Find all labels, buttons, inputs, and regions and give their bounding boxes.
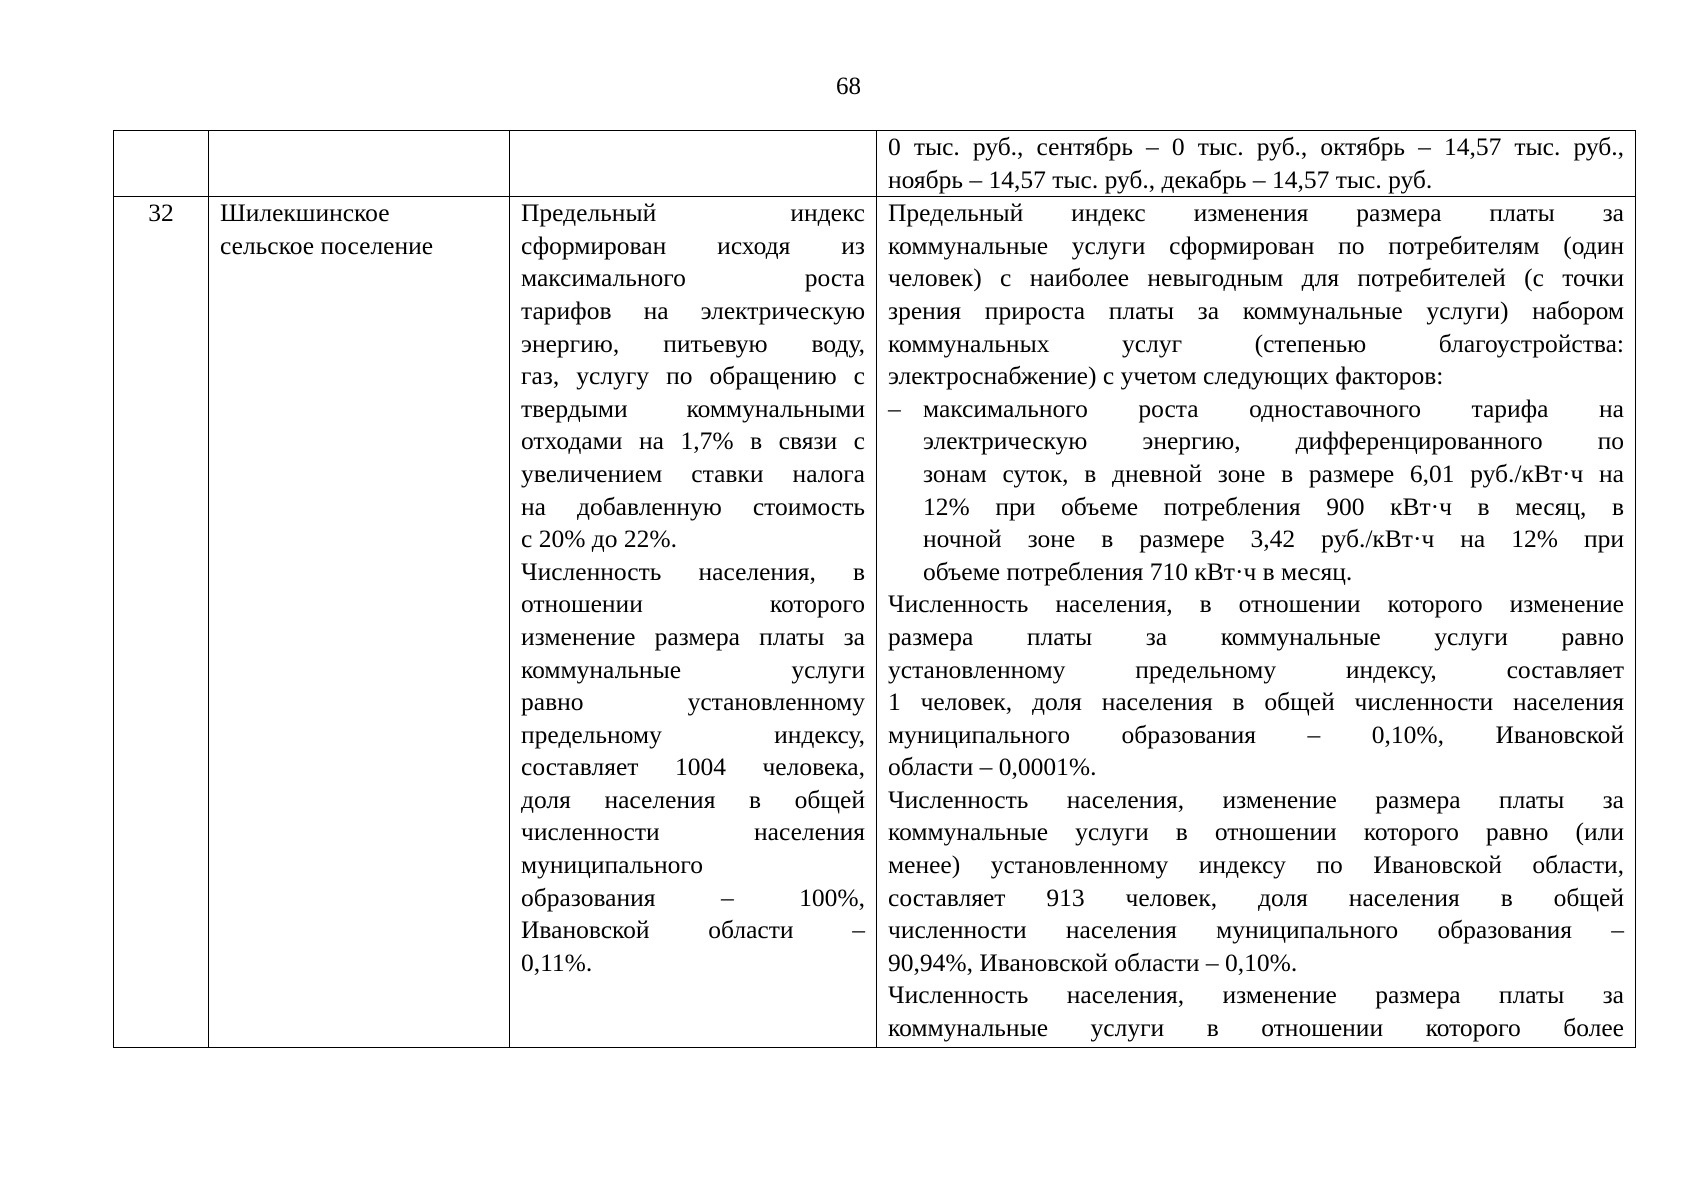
text-line: с 20% до 22%. <box>521 524 678 554</box>
bullet-dash: – <box>888 393 901 423</box>
text-line: 1 человек, доля населения в общей численности населения <box>888 687 1624 717</box>
text-line: Численность населения, изменение размера платы за <box>888 784 1624 814</box>
text-line: муниципального <box>521 850 703 880</box>
bullet-item <box>888 393 1624 589</box>
tariff-index-table <box>113 130 1636 1048</box>
text-line: 90,94%, Ивановской области – 0,10%. <box>888 947 1298 977</box>
cell-settlement-name <box>209 197 510 1048</box>
row-number: 32 <box>148 198 174 228</box>
text-line: ночной зоне в размере 3,42 руб./кВт·ч на 12% при <box>923 524 1624 554</box>
text-line: на добавленную стоимость <box>521 491 865 521</box>
cell-row-number <box>114 197 209 1048</box>
text-line: тарифов на электрическую <box>521 295 865 325</box>
text-line: установленному предельному индексу, составляет <box>888 654 1624 684</box>
cell-name-empty <box>209 131 510 197</box>
text-line: сформирован исходя из <box>521 230 865 260</box>
table-row-continuation <box>114 131 1636 197</box>
text-line: области – 0,0001%. <box>888 752 1097 782</box>
bullet-text <box>923 393 1624 589</box>
text-line: зонам суток, в дневной зоне в размере 6,01 руб./кВт·ч на <box>923 458 1624 488</box>
text-line: образования – 100%, <box>521 882 865 912</box>
text-line: Предельный индекс изменения размера платы за <box>888 198 1624 228</box>
text-line: Шилекшинское <box>220 198 390 228</box>
text-line: коммунальные услуги <box>521 654 865 684</box>
text-line: Численность населения, в <box>521 556 865 586</box>
text-line: объеме потребления 710 кВт·ч в месяц. <box>923 556 1353 586</box>
text-line: равно установленному <box>521 687 865 717</box>
text-line: коммунальные услуги в отношении которого более <box>888 1013 1624 1043</box>
text-line: составляет 1004 человека, <box>521 752 865 782</box>
cell-basis-empty <box>510 131 877 197</box>
text-line: электроснабжение) с учетом следующих факторов: <box>888 361 1444 391</box>
text-line: зрения прироста платы за коммунальные услуги) набором <box>888 295 1624 325</box>
text-line: 0,11%. <box>521 947 593 977</box>
text-line: составляет 913 человек, доля населения в общей <box>888 882 1624 912</box>
text-line: сельское поселение <box>220 230 434 260</box>
text-line: увеличением ставки налога <box>521 458 865 488</box>
text-line: коммунальные услуги сформирован по потребителям (один <box>888 230 1624 260</box>
table-row-32 <box>114 197 1636 1048</box>
text-line: коммунальных услуг (степенью благоустройства: <box>888 328 1624 358</box>
text-line: муниципального образования – 0,10%, Ивановской <box>888 719 1624 749</box>
text-line: максимального роста <box>521 263 865 293</box>
text-line: менее) установленному индексу по Ивановской области, <box>888 850 1624 880</box>
text-line: Ивановской области – <box>521 915 865 945</box>
text-line: 12% при объеме потребления 900 кВт·ч в месяц, в <box>923 491 1624 521</box>
text-line: доля населения в общей <box>521 784 865 814</box>
cell-number-empty <box>114 131 209 197</box>
text-line: предельному индексу, <box>521 719 865 749</box>
text-line: Численность населения, изменение размера платы за <box>888 980 1624 1010</box>
text-line: отношении которого <box>521 589 865 619</box>
text-line: человек) с наиболее невыгодным для потребителей (с точки <box>888 263 1624 293</box>
cell-index-basis <box>510 197 877 1048</box>
text-line: электрическую энергию, дифференцированного по <box>923 426 1624 456</box>
text-line: Предельный индекс <box>521 198 865 228</box>
text-line: изменение размера платы за <box>521 621 865 651</box>
text-line: 0 тыс. руб., сентябрь – 0 тыс. руб., октябрь – 14,57 тыс. руб., <box>888 132 1624 161</box>
text-line: твердыми коммунальными <box>521 393 865 423</box>
text-line: размера платы за коммунальные услуги равно <box>888 621 1624 651</box>
text-line: энергию, питьевую воду, <box>521 328 865 358</box>
text-line: численности населения <box>521 817 865 847</box>
text-line: газ, услугу по обращению с <box>521 361 865 391</box>
text-line: численности населения муниципального образования – <box>888 915 1624 945</box>
cell-index-detail <box>877 197 1636 1048</box>
text-line: отходами на 1,7% в связи с <box>521 426 865 456</box>
text-line: коммунальные услуги в отношении которого равно (или <box>888 817 1624 847</box>
text-line: Численность населения, в отношении которого изменение <box>888 589 1624 619</box>
cell-continuation-text <box>877 131 1636 197</box>
page-number: 68 <box>836 73 861 100</box>
text-line: максимального роста одноставочного тарифа на <box>923 393 1624 423</box>
text-line: ноябрь – 14,57 тыс. руб., декабрь – 14,57 тыс. руб. <box>888 164 1433 194</box>
